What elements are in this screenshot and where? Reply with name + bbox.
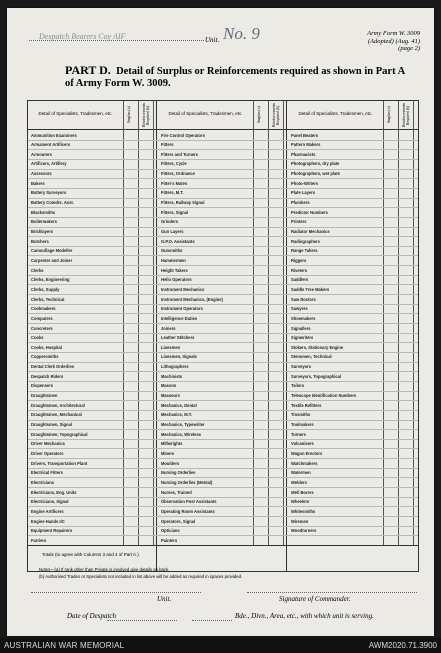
specialists-table xyxy=(27,100,419,572)
table-row-label: Battery Surveyors xyxy=(31,190,67,196)
table-row-label: Coppersmiths xyxy=(31,354,59,360)
table-row-label: Dental Clerk Orderlies xyxy=(31,364,75,370)
row-divider xyxy=(28,333,418,334)
table-row-label: G.P.O. Assistants xyxy=(161,238,195,244)
table-row-label: Masseurs xyxy=(161,393,180,399)
table-row-label: Fitters xyxy=(161,142,174,148)
col3-header: Detail of Specialists, Tradesmen, etc. xyxy=(288,101,383,130)
row-divider xyxy=(28,429,418,430)
part-label: PART D. xyxy=(65,63,111,77)
note-b: (b) Authorised Trades or Specialists not included in list above will be added as required in spaces provided. xyxy=(39,573,243,579)
col2-surplus-header: Surplus (a) xyxy=(257,106,261,124)
table-row-label: Driver Operators xyxy=(31,450,64,456)
row-divider xyxy=(28,198,418,199)
table-row-label: Nursing Orderlies xyxy=(161,470,196,476)
table-row-label: Moulders xyxy=(161,460,180,466)
table-row-label: Pattern Makers xyxy=(291,142,321,148)
row-divider xyxy=(28,535,418,536)
table-row-label: Electricians xyxy=(31,479,54,485)
archive-accession: AWM2020.71.3900 xyxy=(368,641,437,650)
table-row-label: Miners xyxy=(161,450,175,456)
totals-label: Totals (to agree with Columns 3 and 4 of Part A.) xyxy=(42,552,139,557)
table-row-label: Draughtsmen, Signal xyxy=(31,422,72,427)
col2-reinf-header: Reinforcements Required (b) xyxy=(272,102,280,127)
col3-surplus-header: Surplus (a) xyxy=(387,106,391,124)
archive-name: AUSTRALIAN WAR MEMORIAL xyxy=(4,641,125,650)
row-divider xyxy=(28,246,418,247)
row-divider xyxy=(28,227,418,228)
table-row-label: Panel Beaters xyxy=(291,132,319,138)
row-divider xyxy=(28,410,418,411)
table-row-label: Plate Layers xyxy=(291,190,316,196)
table-row-label: Artificers, Artillery xyxy=(31,161,67,167)
footer-unit-label: Unit. xyxy=(157,595,172,603)
table-row-label: Engine Artificers xyxy=(31,508,64,514)
table-row-label: Draughtsmen, Mechanical xyxy=(31,412,82,418)
signature-line xyxy=(247,592,417,593)
table-row-label: Electricians, Eng. Units xyxy=(31,489,77,495)
row-divider xyxy=(28,178,418,179)
table-row-label: Surveyors, Topographical xyxy=(291,373,342,379)
row-divider xyxy=(28,362,418,363)
row-divider xyxy=(28,236,418,237)
table-row-label: Watchmakers xyxy=(291,460,318,466)
table-row-label: Instrument Mechanics xyxy=(161,286,205,292)
col3-reinf-header: Reinforcements Required (b) xyxy=(402,102,410,127)
row-divider xyxy=(28,400,418,401)
footer-unit-line xyxy=(31,592,201,593)
table-row-label: Mechanics, Dental xyxy=(161,402,197,408)
table-row-label: Fire Control Operators xyxy=(161,132,205,138)
table-row-label: Toolmakers xyxy=(291,422,314,427)
table-row-label: Draughtsmen, Architectural xyxy=(31,402,85,408)
table-row-label: Saddle Tree Makers xyxy=(291,286,330,292)
table-row-label: Printers xyxy=(291,219,307,225)
row-divider xyxy=(28,497,418,498)
row-divider xyxy=(28,487,418,488)
form-ref-line1: Army Form W. 3009 xyxy=(367,30,420,37)
table-row-label: Predictor Numbers xyxy=(291,209,328,215)
form-number-handwritten: No. 9 xyxy=(223,24,260,43)
unit-line xyxy=(29,40,204,41)
row-divider xyxy=(28,284,418,285)
table-row-label: Instrument Operators xyxy=(161,306,203,312)
table-row-label: Woodturners xyxy=(291,528,317,534)
row-divider xyxy=(28,516,418,517)
table-row-label: Opticians xyxy=(161,528,180,534)
row-divider xyxy=(28,371,418,372)
row-divider xyxy=(28,275,418,276)
row-divider xyxy=(28,391,418,392)
row-divider xyxy=(28,255,418,256)
table-row-label: Bricklayers xyxy=(31,229,54,234)
table-row-label: Wagon Erectors xyxy=(291,450,323,456)
table-row-label: Telescope Identification Numbers xyxy=(291,393,357,399)
table-row-label: Camouflage Modeller xyxy=(31,248,73,254)
table-row-label: Photographers, dry plate xyxy=(291,161,340,167)
table-row-label: Blacksmiths xyxy=(31,209,56,215)
table-row-label: Electricians, Signal xyxy=(31,499,69,505)
archive-bar xyxy=(0,638,441,653)
table-row-label: Tailors xyxy=(291,383,305,389)
group-divider xyxy=(286,101,287,571)
page-title xyxy=(65,64,405,90)
table-row-label: Electrical Fitters xyxy=(31,470,63,476)
row-divider xyxy=(28,265,418,266)
note-a: Notes—(a) If rank other than Private is involved give details on back. xyxy=(39,567,170,572)
row-divider xyxy=(28,169,418,170)
row-divider xyxy=(28,304,418,305)
table-row-label: Riveters xyxy=(291,267,308,273)
table-row-label: Linesmen xyxy=(161,344,181,350)
table-row-label: Intelligence Duties xyxy=(161,315,198,321)
table-row-label: Engine Hands I/C xyxy=(31,518,65,524)
table-row-label: Draughtsmen, Topographical xyxy=(31,431,88,437)
table-row-label: Helio Operators xyxy=(161,277,192,283)
table-row-label: Fitter's Mates xyxy=(161,180,188,186)
table-row-label: Clerks xyxy=(31,267,44,273)
table-row-label: Radiator Mechanics xyxy=(291,229,330,234)
row-divider xyxy=(28,506,418,507)
table-row-label: Joiners xyxy=(161,325,176,331)
row-divider xyxy=(28,159,418,160)
table-row-label: Mechanics, M.T. xyxy=(161,412,192,418)
table-row-label: Boilermakers xyxy=(31,219,57,225)
table-row-label: Stokers, Stationary Engine xyxy=(291,344,344,350)
table-row-label: Equipment Repairers xyxy=(31,528,73,534)
row-divider xyxy=(28,140,418,141)
bde-label: Bde., Divn., Area, etc., with which unit is serving. xyxy=(235,612,374,620)
table-row-label: Linesmen, Signals xyxy=(161,354,197,360)
row-divider xyxy=(28,323,418,324)
table-row-label: Signallers xyxy=(291,325,311,331)
table-row-label: Stenomen, Technical xyxy=(291,354,332,360)
table-row-label: Battery Comdrs. Asst. xyxy=(31,200,74,206)
row-divider xyxy=(28,342,418,343)
form-ref-line3: (page 2) xyxy=(398,45,420,52)
table-row-label: Operating Room Assistants xyxy=(161,508,215,514)
table-row-label: Farriers xyxy=(31,537,47,543)
table-row-label: Wheelers xyxy=(291,499,310,505)
row-divider xyxy=(28,526,418,527)
table-row-label: Masons xyxy=(161,383,177,389)
table-row-label: Cooks xyxy=(31,335,44,341)
despatch-label: Date of Despatch xyxy=(67,612,116,620)
form-sheet xyxy=(7,8,434,636)
table-row-label: Drivers, Transportation Plant xyxy=(31,460,88,466)
table-row-label: Fitters and Turners xyxy=(161,151,199,157)
table-row-label: Observation Post Assistants xyxy=(161,499,217,505)
table-row-label: Fitters, Ordnance xyxy=(161,171,195,177)
table-row-label: Carpenter and Joiner xyxy=(31,257,73,263)
row-divider xyxy=(28,420,418,421)
table-row-label: Nurses, Trained xyxy=(161,489,192,495)
table-row-label: Riggers xyxy=(291,257,307,263)
row-divider xyxy=(28,468,418,469)
notes xyxy=(39,567,419,580)
unit-handwritten: Despatch Bearers Coy AIF xyxy=(39,32,126,41)
table-row-label: Armament Artificers xyxy=(31,142,71,148)
table-row-label: Instrument Mechanics, (Engine) xyxy=(161,296,223,302)
group-divider xyxy=(156,101,157,571)
table-row-label: Textile Refitters xyxy=(291,402,322,408)
table-row-label: Watermen xyxy=(291,470,311,476)
table-row-label: Tinsmiths xyxy=(291,412,311,418)
row-divider xyxy=(28,294,418,295)
table-row-label: Fitters, M.T. xyxy=(161,190,184,196)
unit-label: Unit. xyxy=(205,36,220,44)
table-row-label: Lithographers xyxy=(161,364,189,370)
table-row-label: Vulcanisers xyxy=(291,441,314,447)
col1-surplus-header: Surplus (a) xyxy=(127,106,131,124)
table-row-label: Despatch Riders xyxy=(31,373,64,379)
table-row-label: Butchers xyxy=(31,238,49,244)
table-row-label: Nursing Orderlies (Mental) xyxy=(161,479,213,485)
table-row-label: Machinists xyxy=(161,373,183,379)
table-row-label: Ammunition Examiners xyxy=(31,132,77,138)
table-row-label: Photo-Writers xyxy=(291,180,318,186)
table-row-label: Plumbers xyxy=(291,200,310,206)
row-divider xyxy=(28,352,418,353)
table-row-label: Driver Mechanics xyxy=(31,441,65,447)
col1-reinf-header: Reinforcements Required (b) xyxy=(142,102,150,127)
row-divider xyxy=(28,448,418,449)
table-row-label: Well Borers xyxy=(291,489,314,495)
table-row-label: Wiremen xyxy=(291,518,309,524)
table-row-label: Fitters, Cycle xyxy=(161,161,187,167)
table-row-label: Fitters, Railway Signal xyxy=(161,200,205,206)
table-row-label: Height Takers xyxy=(161,267,188,273)
table-row-label: Whitesmiths xyxy=(291,508,316,514)
table-row-label: Clerks, Supply xyxy=(31,286,60,292)
row-divider xyxy=(28,477,418,478)
form-reference xyxy=(367,30,420,53)
table-row-label: Mechanics, Wireless xyxy=(161,431,202,437)
table-row-label: Radiographers xyxy=(291,238,320,244)
table-row-label: Clerks, Engineering xyxy=(31,277,70,283)
table-row-label: Pharmacists xyxy=(291,151,316,157)
table-row-label: Turners xyxy=(291,431,306,437)
table-row-label: Hammermen xyxy=(161,257,186,263)
title-text: Detail of Surplus or Reinforcements required as shown in Part A of Army Form W. 3009. xyxy=(65,66,405,89)
row-divider xyxy=(28,188,418,189)
table-row-label: Grinders xyxy=(161,219,179,225)
table-row-label: Shoemakers xyxy=(291,315,316,321)
table-row-label: Sawyers xyxy=(291,306,308,312)
table-row-label: Signwriters xyxy=(291,335,314,341)
table-row-label: Mechanics, Typewriter xyxy=(161,422,205,427)
table-row-label: Clerks, Technical xyxy=(31,296,65,302)
table-row-label: Gun Layers xyxy=(161,229,184,234)
table-row-label: Fitters, Signal xyxy=(161,209,189,215)
row-divider xyxy=(28,458,418,459)
table-row-label: Painters xyxy=(161,537,178,543)
signature-label: Signature of Commander. xyxy=(279,595,351,603)
despatch-line xyxy=(107,620,177,621)
table-row-label: Cookmakers xyxy=(31,306,56,312)
table-row-label: Photographers, wet plate xyxy=(291,171,340,177)
table-row-label: Operators, Signal xyxy=(161,518,196,524)
table-row-label: Cooks, Hospital xyxy=(31,344,62,350)
table-row-label: Saddlers xyxy=(291,277,309,283)
table-row-label: Millwrights xyxy=(161,441,183,447)
table-row-label: Saw Doctors xyxy=(291,296,316,302)
row-divider xyxy=(28,217,418,218)
row-divider xyxy=(28,439,418,440)
table-row-label: Gunsmiths xyxy=(161,248,183,254)
bde-line xyxy=(192,620,232,621)
table-row-label: Surveyors xyxy=(291,364,312,370)
row-divider xyxy=(28,313,418,314)
row-divider xyxy=(28,207,418,208)
table-row-label: Draughtsmen xyxy=(31,393,58,399)
col1-header: Detail of Specialists, Tradesmen, etc. xyxy=(28,101,123,130)
form-ref-line2: (Adopted) (Aug. 41) xyxy=(367,37,420,45)
table-row-label: Dispensers xyxy=(31,383,54,389)
table-row-label: Leather Stitchers xyxy=(161,335,195,341)
table-row-label: Welders xyxy=(291,479,307,485)
col2-header: Detail of Specialists, Tradesmen, etc. xyxy=(158,101,253,130)
table-row-label: Range Takers xyxy=(291,248,318,254)
table-row-label: Concreters xyxy=(31,325,53,331)
header-divider xyxy=(28,129,418,130)
row-divider xyxy=(28,149,418,150)
table-row-label: Armourers xyxy=(31,151,52,157)
table-row-label: Assessors xyxy=(31,171,52,177)
row-divider xyxy=(28,381,418,382)
table-row-label: Computers xyxy=(31,315,53,321)
table-row-label: Bakers xyxy=(31,180,45,186)
